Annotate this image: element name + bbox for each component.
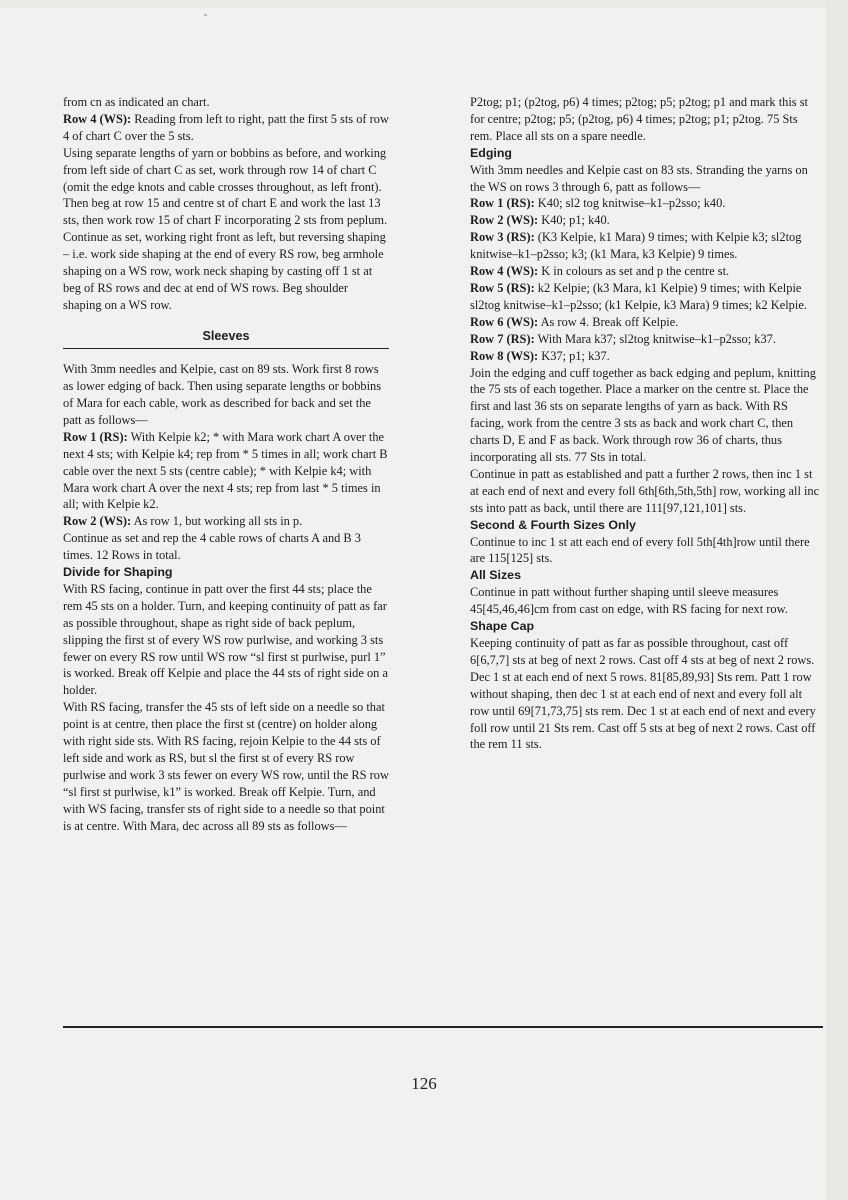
row-label: Row 1 (RS): (63, 429, 128, 444)
row-text: K40; sl2 tog knitwise–k1–p2sso; k40. (534, 196, 726, 211)
paragraph: Continue in patt without further shaping until sleeve measures 45[45,46,46]cm from cast on edge, with RS facing for next row. (470, 585, 788, 617)
row-text: K in colours as set and p the centre st. (538, 264, 730, 279)
row-text: K37; p1; k37. (538, 348, 610, 363)
row-text: (K3 Kelpie, k1 Mara) 9 times; with Kelpie k3; sl2tog knitwise–k1–p2sso; k3; (k1 Mara, k3 Kelpie) 9 times. (470, 230, 802, 262)
paragraph: With 3mm needles and Kelpie, cast on 89 sts. Work first 8 rows as lower edging of back. Then using separate lengths or bobbins of Mara for each cable, work as described for back and set the patt as follows— (63, 362, 382, 427)
row-text: With Mara k37; sl2tog knitwise–k1–p2sso; k37. (534, 331, 776, 346)
row-instruction (470, 348, 822, 365)
subheading: All Sizes (470, 568, 521, 583)
row-text: Reading from left to right, patt the first 5 sts of row 4 of chart C over the 5 sts. (63, 111, 389, 143)
row-instruction (470, 314, 822, 331)
page-right-edge (826, 0, 848, 1200)
section-divider (63, 348, 389, 349)
paragraph: With RS facing, transfer the 45 sts of left side on a needle so that point is at centre, then place the first st (centre) on holder along with right side sts. With RS facing, rejoin Kelpie to the 44 sts of left side and work as RS, but sl the first st of every RS row purlwise and work 3 sts fewer on every WS row, until the RS row “sl first st purlwise, k1” is worked. Break off Kelpie. Turn, and with WS facing, transfer sts of right side to a needle so that point is at centre. With Mara, dec across all 89 sts as follows— (63, 700, 389, 833)
row-label: Row 2 (WS): (63, 514, 132, 529)
subheading: Edging (470, 145, 512, 160)
row-instruction (470, 212, 822, 229)
paragraph: Continue as set, working right front as left, but reversing shaping – i.e. work side shaping at the end of every RS row, beg armhole shaping on a WS row, work neck shaping by casting off 1 st at beg of RS rows and dec at end of WS rows. Beg shoulder shaping on a WS row. (63, 230, 386, 312)
row-instruction (470, 280, 822, 314)
row-label: Row 5 (RS): (470, 280, 535, 295)
right-column (470, 94, 822, 753)
row-label: Row 2 (WS): (470, 213, 539, 228)
paragraph (63, 513, 389, 530)
row-instruction (470, 263, 822, 280)
row-label: Row 3 (RS): (470, 230, 535, 245)
left-column (63, 94, 389, 835)
section-title: Sleeves (202, 328, 250, 343)
subheading: Divide for Shaping (63, 565, 173, 580)
scan-speck (204, 14, 207, 16)
paragraph: Using separate lengths of yarn or bobbins as before, and working from left side of chart C as set, work through row 14 of chart C (omit the edge knots and cable crosses throughout, as left front). Then beg at row 15 and centre st of chart E and work the last 13 sts, then work row 15 of chart F incorporating 2 sts from peplum. (63, 145, 388, 228)
row-label: Row 7 (RS): (470, 331, 535, 346)
row-label: Row 4 (WS): (470, 264, 539, 279)
paragraph (63, 429, 389, 514)
row-text: K40; p1; k40. (538, 213, 610, 228)
footer-divider (63, 1026, 823, 1028)
row-text: As row 4. Break off Kelpie. (538, 314, 679, 329)
paragraph: Continue as set and rep the 4 cable rows of charts A and B 3 times. 12 Rows in total. (63, 531, 361, 563)
row-instruction (470, 195, 822, 212)
subheading: Shape Cap (470, 619, 535, 634)
row-text: As row 1, but working all sts in p. (131, 514, 303, 529)
paragraph: Join the edging and cuff together as back edging and peplum, knitting the 75 sts of each together. Place a marker on the centre st. Place the first and last 36 sts on separate lengths of yarn as back. With RS facing, work from the centre 3 sts as back and work chart C, then charts D, E and F as back. Work through row 36 of charts, thus incorporating all sts. 77 Sts in total. (470, 365, 816, 465)
sleeves-section-header (63, 324, 389, 349)
row-text: k2 Kelpie; (k3 Mara, k1 Kelpie) 9 times; with Kelpie sl2tog knitwise–k1–p2sso; (k1 Kelpie, k3 Mara) 9 times; k2 Kelpie. (470, 280, 807, 312)
paragraph: Continue in patt as established and patt a further 2 rows, then inc 1 st at each end of next and every foll 6th[6th,5th,5th] row, working all inc sts into patt as back, until there are 111[97,121,101] sts. (470, 466, 820, 515)
paragraph: P2tog; p1; (p2tog, p6) 4 times; p2tog; p5; p2tog; p1 and mark this st for centre; p2tog; p5; (p2tog, p6) 4 times; p2tog; p1; p2tog. 75 Sts rem. Place all sts on a spare needle. (470, 95, 808, 143)
paragraph: With RS facing, continue in patt over the first 44 sts; place the rem 45 sts on a holder. Turn, and keeping continuity of patt as far as possible throughout, shape as right side of back peplum, slipping the first st of every WS row purlwise, and working 3 sts fewer on every RS row until WS row “sl first st purlwise, purl 1” is worked. Break off Kelpie and place the 44 sts of right side on a holder. (63, 581, 388, 698)
row-label: Row 8 (WS): (470, 348, 539, 363)
row-text: With Kelpie k2; * with Mara work chart A over the next 4 sts; with Kelpie k4; rep from * 5 times in all; work chart B cable over the next 5 sts (centre cable); * with Kelpie k4; with Mara work chart A over the next 4 sts; rep from last * 5 times in all; with Kelpie k2. (63, 429, 388, 512)
page-top-edge (0, 0, 848, 8)
paragraph: from cn as indicated an chart. (63, 95, 210, 109)
row-label: Row 4 (WS): (63, 111, 132, 126)
paragraph: Continue to inc 1 st att each end of every foll 5th[4th]row until there are 115[125] sts. (470, 534, 810, 566)
row-instruction (470, 229, 822, 263)
paragraph (63, 111, 389, 145)
paragraph: Keeping continuity of patt as far as possible throughout, cast off 6[6,7,7] sts at beg of next 2 rows. Cast off 4 sts at beg of next 2 rows. Dec 1 st at each end of next 5 rows. 81[85,89,93] Sts rem. Patt 1 row without shaping, then dec 1 st at each end of next and every foll alt row until 69[71,73,75] sts rem. Dec 1 st at each end of next and every foll row until 21 Sts rem. Cast off 5 sts at beg of next 2 rows. Cast off the rem 11 sts. (470, 636, 816, 752)
page-number: 126 (411, 1074, 437, 1093)
row-label: Row 1 (RS): (470, 196, 535, 211)
subheading: Second & Fourth Sizes Only (470, 517, 636, 532)
row-label: Row 6 (WS): (470, 314, 539, 329)
row-instruction (470, 331, 822, 348)
paragraph: With 3mm needles and Kelpie cast on 83 sts. Stranding the yarns on the WS on rows 3 through 6, patt as follows— (470, 162, 808, 194)
